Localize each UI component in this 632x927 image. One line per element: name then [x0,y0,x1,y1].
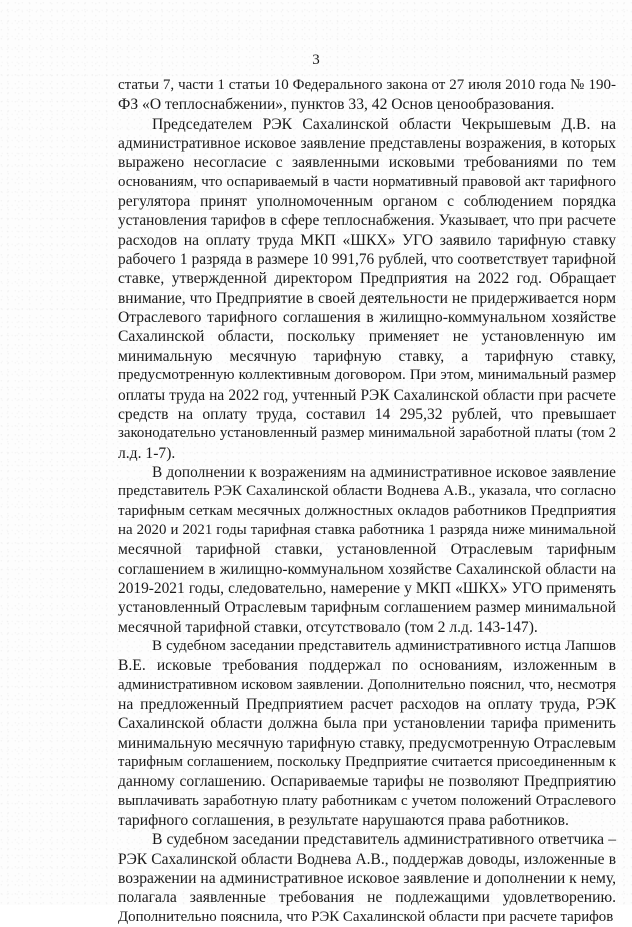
text-line: Председателем РЭК Сахалинской области Чекрышевым Д.В. на [152,115,616,133]
text-line: Сахалинской области должна была при установлении тарифа применить [118,715,616,733]
text-line: административное исковое заявление представлены возражения, в которых [118,135,616,153]
text-line: В.Е. исковые требования поддержал по основаниям, изложенным в [118,657,616,675]
text-line: внимание, что Предприятие в своей деятельности не придерживается норм [118,289,616,307]
text-line: законодательно установленный размер минимальной заработной платы (том 2 [118,425,616,442]
text-line: представитель РЭК Сахалинской области Воднева А.В., указала, что согласно [118,483,616,500]
text-line: Сахалинской области, поскольку применяет не установленную им [118,328,616,346]
text-line: административном исковом заявлении. Дополнительно пояснил, что, несмотря [118,676,616,693]
text-line: на предложенный Предприятием расчет расходов на оплату труда, РЭК [118,696,616,713]
text-line: ставке, утвержденной директором Предприятия на 2022 год. Обращает [118,270,616,288]
paragraph [118,76,616,115]
text-line: В судебном заседании представитель административного ответчика – [152,831,616,849]
text-line: на 2020 и 2021 годы тарифная ставка работника 1 разряда ниже минимальной [118,521,616,538]
text-line: Отраслевого тарифного соглашения в жилищно-коммунальном хозяйстве [118,309,616,327]
paragraph [118,115,616,463]
paragraph [118,463,616,637]
text-line: тарифного соглашения, в результате нарушаются права работников. [118,812,569,830]
text-line: рабочего 1 разряда в размере 10 991,76 рублей, что соответствует тарифной [118,251,616,269]
paragraph [118,830,616,927]
text-line: средств на оплату труда, составил 14 295,32 рублей, что превышает [118,405,616,423]
text-line: л.д. 1-7). [118,444,176,462]
text-line: выплачивать заработную плату работникам с учетом положений Отраслевого [118,792,616,809]
text-line: регулятора принят уполномоченным органом с соблюдением порядка [118,193,616,211]
text-line: В дополнении к возражениям на административное исковое заявление [152,463,616,481]
text-line: основаниям, что оспариваемый в части нормативный правовой акт тарифного [118,173,616,190]
text-line: минимальную месячную тарифную ставку, а тарифную ставку, [118,347,616,365]
text-line: месячной тарифной ставки, отсутствовало (том 2 л.д. 143-147). [118,618,538,636]
page-number: 3 [312,52,320,68]
text-line: выражено несогласие с заявленными исковыми требованиями по тем [118,154,616,172]
text-line: РЭК Сахалинской области Воднева А.В., поддержав доводы, изложенные в [118,850,616,868]
text-line: установленный Отраслевым тарифным соглашением размер минимальной [118,599,616,617]
text-line: 2019-2021 годы, следовательно, намерение у МКП «ШКХ» УГО применять [118,579,616,597]
text-line: соглашением в жилищно-коммунальном хозяйстве Сахалинской области на [118,560,616,578]
text-line: возражении на административное исковое заявление и дополнении к нему, [118,870,616,888]
text-line: месячной тарифной ставки, установленной Отраслевым тарифным [118,541,616,559]
text-line: расходов на оплату труда МКП «ШКХ» УГО заявило тарифную ставку [118,231,616,249]
text-line: оплаты труда на 2022 год, учтенный РЭК Сахалинской области при расчете [118,386,616,404]
paragraph [118,637,616,830]
text-line: данному соглашению. Оспариваемые тарифы не позволяют Предприятию [118,773,616,791]
text-line: В судебном заседании представитель административного истца Лапшов [152,637,616,654]
text-line: Дополнительно пояснила, что РЭК Сахалинской области при расчете тарифов [118,908,614,925]
text-line: статьи 7, части 1 статьи 10 Федерального закона от 27 июля 2010 года № 190- [118,77,616,93]
text-line: тарифным соглашением, поскольку Предприятие считается присоединенным к [118,754,616,771]
text-line: ФЗ «О теплоснабжении», пунктов 33, 42 Основ ценообразования. [118,96,555,114]
text-line: установления тарифов в сфере теплоснабжения. Указывает, что при расчете [118,212,616,230]
text-line: предусмотренную коллективным договором. При этом, минимальный размер [118,367,616,384]
document-body [118,76,616,927]
text-line: тарифным сеткам месячных должностных окладов работников Предприятия [118,502,616,519]
text-line: минимальную месячную тарифную ставку, предусмотренную Отраслевым [118,734,616,752]
text-line: полагала заявленные требования не подлежащими удовлетворению. [118,889,616,907]
